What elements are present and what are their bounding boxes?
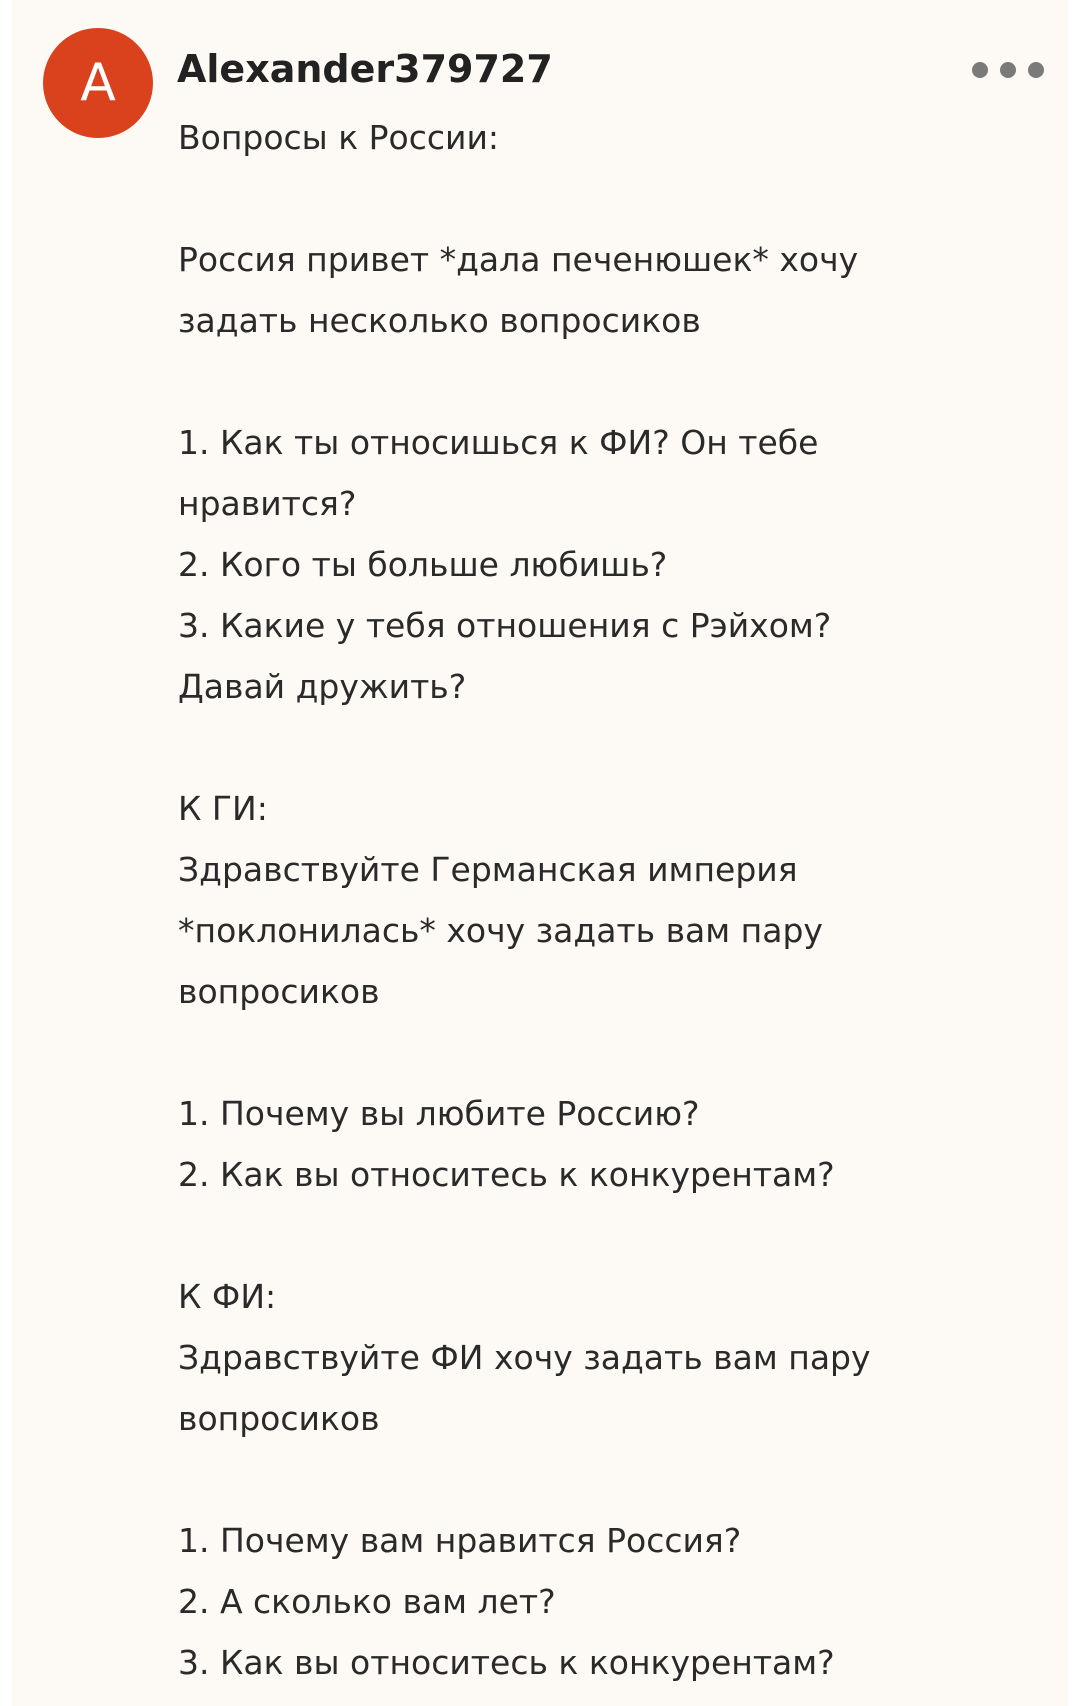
blank-line: [178, 168, 1058, 229]
username[interactable]: Alexander379727: [177, 47, 553, 91]
comment-line: 3. Как вы относитесь к конкурентам?: [178, 1643, 835, 1682]
avatar-letter: A: [80, 53, 116, 113]
comment-line: 2. Как вы относитесь к конкурентам?: [178, 1155, 835, 1194]
more-dot-icon: [1028, 62, 1044, 78]
comment-line: Россия привет *дала печенюшек* хочу: [178, 240, 859, 279]
comment-line: *поклонилась* хочу задать вам пару: [178, 911, 823, 950]
comment-line: Здравствуйте Германская империя: [178, 850, 798, 889]
blank-line: [178, 717, 1058, 778]
comment-line: 1. Почему вы любите Россию?: [178, 1094, 700, 1133]
comment-line: Вопросы к России:: [178, 118, 500, 157]
comment-line: нравится?: [178, 484, 357, 523]
comment-card: [12, 0, 1068, 1706]
blank-line: [178, 1205, 1058, 1266]
more-dot-icon: [1000, 62, 1016, 78]
comment-line: Давай дружить?: [178, 667, 467, 706]
comment-line: 1. Почему вам нравится Россия?: [178, 1521, 742, 1560]
blank-line: [178, 351, 1058, 412]
comment-line: К ГИ:: [178, 789, 268, 828]
comment-line: задать несколько вопросиков: [178, 301, 701, 340]
comment-line: вопросиков: [178, 972, 380, 1011]
comment-line: 1. Как ты относишься к ФИ? Он тебе: [178, 423, 819, 462]
comment-line: 2. А сколько вам лет?: [178, 1582, 556, 1621]
comment-text: [178, 107, 1058, 1693]
comment-line: Здравствуйте ФИ хочу задать вам пару: [178, 1338, 871, 1377]
blank-line: [178, 1022, 1058, 1083]
comment-line: 3. Какие у тебя отношения с Рэйхом?: [178, 606, 832, 645]
more-options-icon[interactable]: [972, 56, 1044, 84]
more-dot-icon: [972, 62, 988, 78]
comment-line: 2. Кого ты больше любишь?: [178, 545, 668, 584]
avatar[interactable]: [43, 28, 153, 138]
comment-line: вопросиков: [178, 1399, 380, 1438]
blank-line: [178, 1449, 1058, 1510]
comment-line: К ФИ:: [178, 1277, 277, 1316]
